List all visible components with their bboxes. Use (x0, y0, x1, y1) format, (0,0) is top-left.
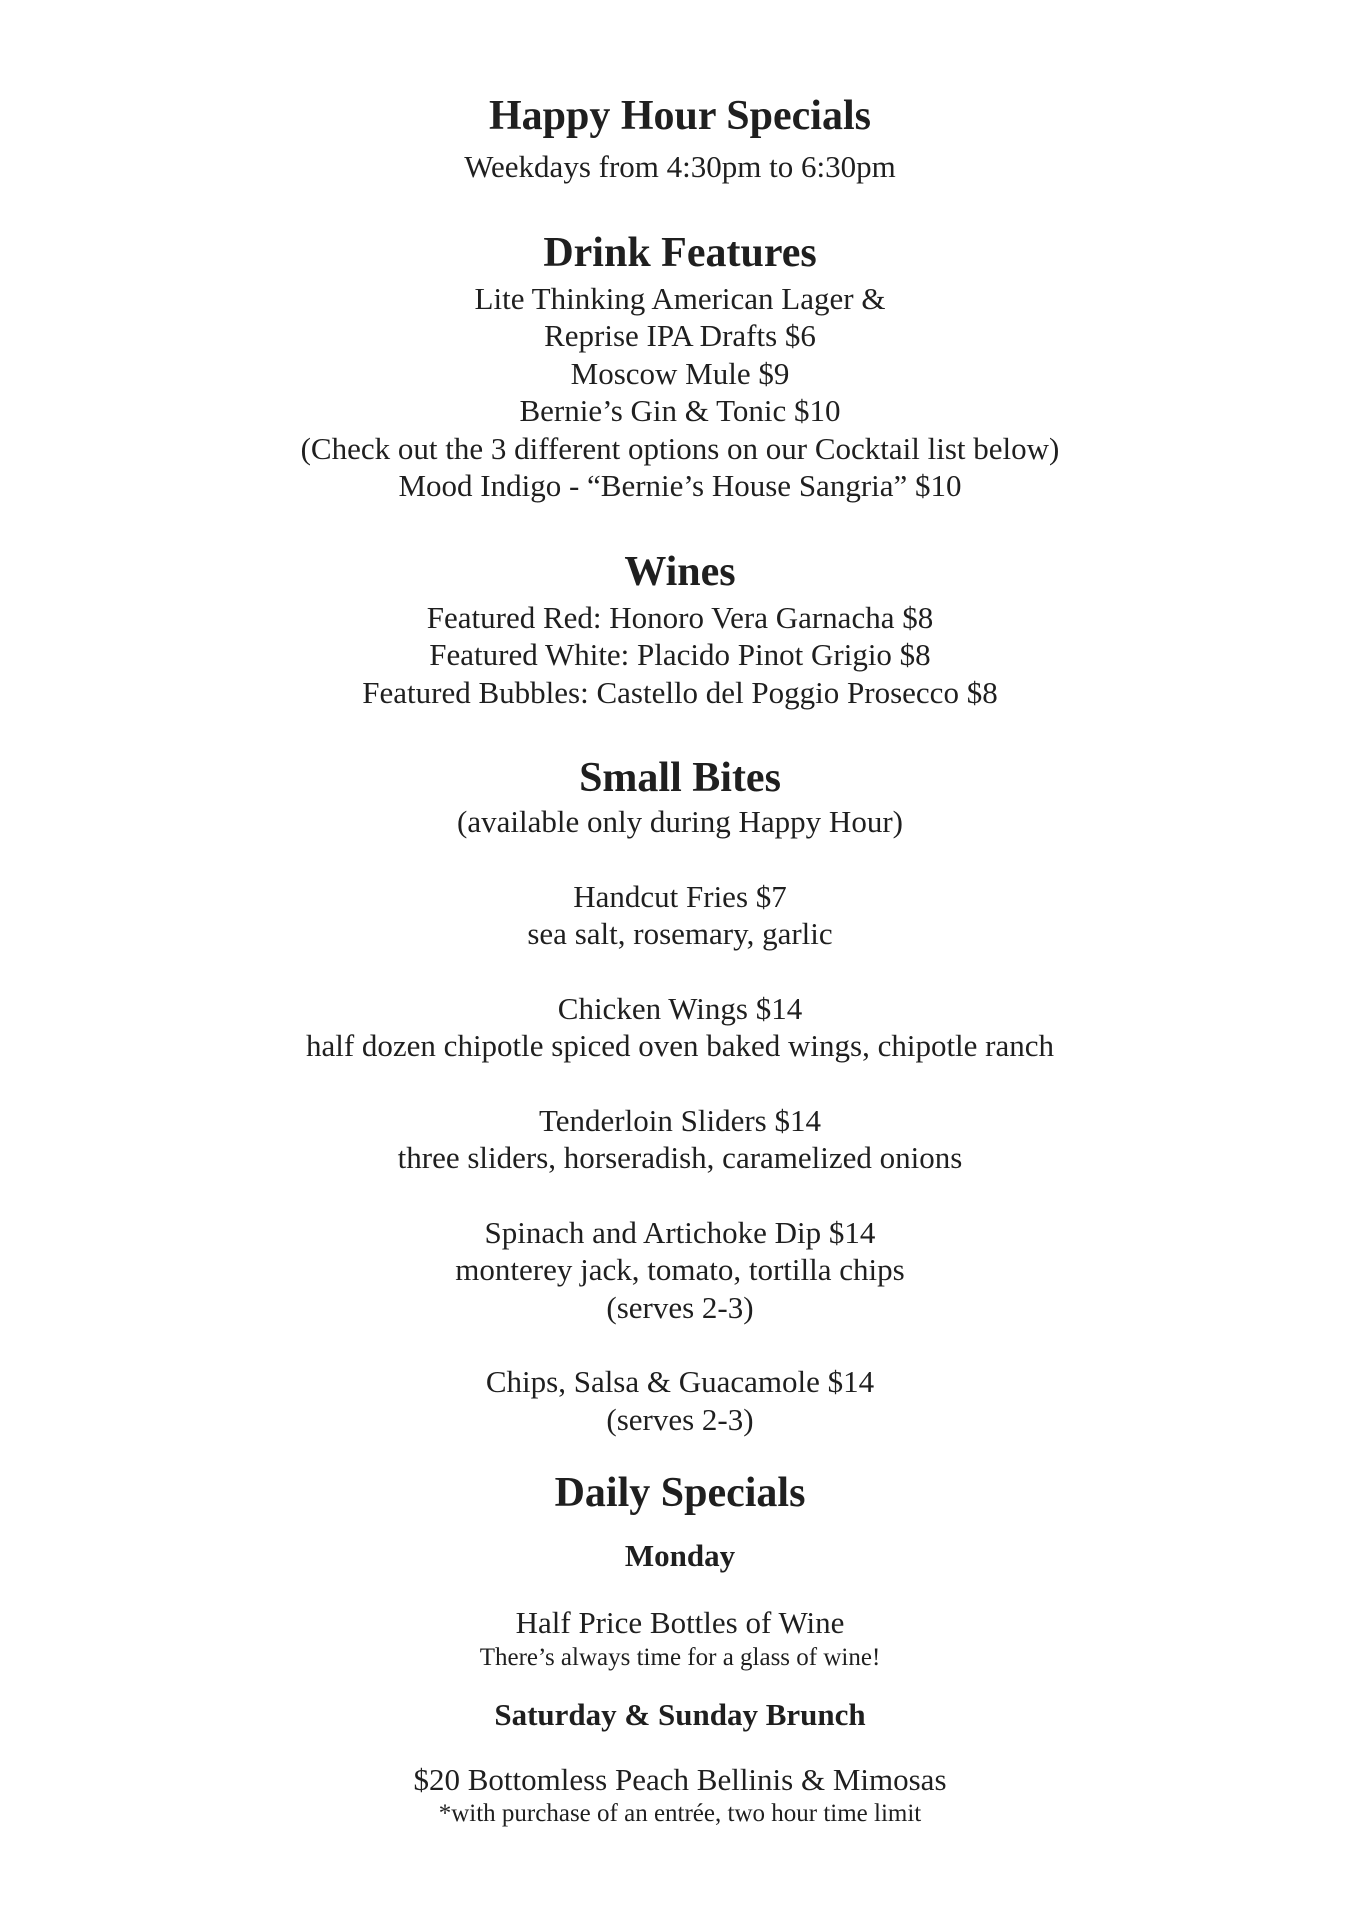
daily-specials-section (230, 1468, 1130, 1829)
drink-line: Reprise IPA Drafts $6 (544, 318, 816, 353)
list-item (230, 1363, 1130, 1438)
monday-heading: Monday (624, 1538, 736, 1573)
item-description: half dozen chipotle spiced oven baked wings, chipotle ranch (305, 1028, 1055, 1063)
list-item (230, 1214, 1130, 1327)
list-item (230, 990, 1130, 1065)
happy-hour-times: Weekdays from 4:30pm to 6:30pm (464, 149, 896, 184)
wine-line: Featured White: Placido Pinot Grigio $8 (429, 637, 931, 672)
item-name: Handcut Fries $7 (573, 878, 787, 914)
drink-line: Lite Thinking American Lager & (474, 280, 886, 316)
wines-section (230, 547, 1130, 712)
header (230, 90, 1130, 186)
drink-features-section (230, 228, 1130, 505)
item-description: sea salt, rosemary, garlic (527, 916, 833, 951)
wine-line: Featured Red: Honoro Vera Garnacha $8 (426, 599, 934, 635)
small-bites-note: (available only during Happy Hour) (457, 804, 903, 839)
item-description: three sliders, horseradish, caramelized onions (397, 1140, 963, 1175)
list-item (230, 1102, 1130, 1177)
brunch-heading: Saturday & Sunday Brunch (494, 1696, 866, 1732)
monday-tagline: There’s always time for a glass of wine! (479, 1643, 881, 1671)
drink-line: Bernie’s Gin & Tonic $10 (519, 393, 841, 428)
item-serves: (serves 2-3) (606, 1289, 754, 1325)
wine-line: Featured Bubbles: Castello del Poggio Prosecco $8 (362, 674, 998, 710)
list-item (230, 878, 1130, 953)
drink-line: Moscow Mule $9 (570, 355, 790, 391)
wines-heading: Wines (624, 548, 736, 595)
drink-features-heading: Drink Features (543, 229, 817, 276)
item-name: Spinach and Artichoke Dip $14 (484, 1214, 876, 1250)
daily-specials-heading: Daily Specials (554, 1470, 806, 1516)
item-serves: (serves 2-3) (606, 1401, 754, 1437)
item-name: Chicken Wings $14 (557, 990, 803, 1026)
small-bites-section (230, 753, 1130, 1438)
drink-line: Mood Indigo - “Bernie’s House Sangria” $10 (398, 468, 962, 503)
small-bites-heading: Small Bites (579, 755, 781, 801)
brunch-special: $20 Bottomless Peach Bellinis & Mimosas (413, 1761, 947, 1797)
drink-line: (Check out the 3 different options on our Cocktail list below) (300, 430, 1060, 466)
page-title: Happy Hour Specials (489, 93, 871, 139)
brunch-note: *with purchase of an entrée, two hour time limit (438, 1800, 922, 1827)
item-description: monterey jack, tomato, tortilla chips (455, 1252, 905, 1287)
item-name: Chips, Salsa & Guacamole $14 (485, 1364, 875, 1399)
monday-special: Half Price Bottles of Wine (515, 1605, 845, 1640)
item-name: Tenderloin Sliders $14 (539, 1102, 821, 1138)
